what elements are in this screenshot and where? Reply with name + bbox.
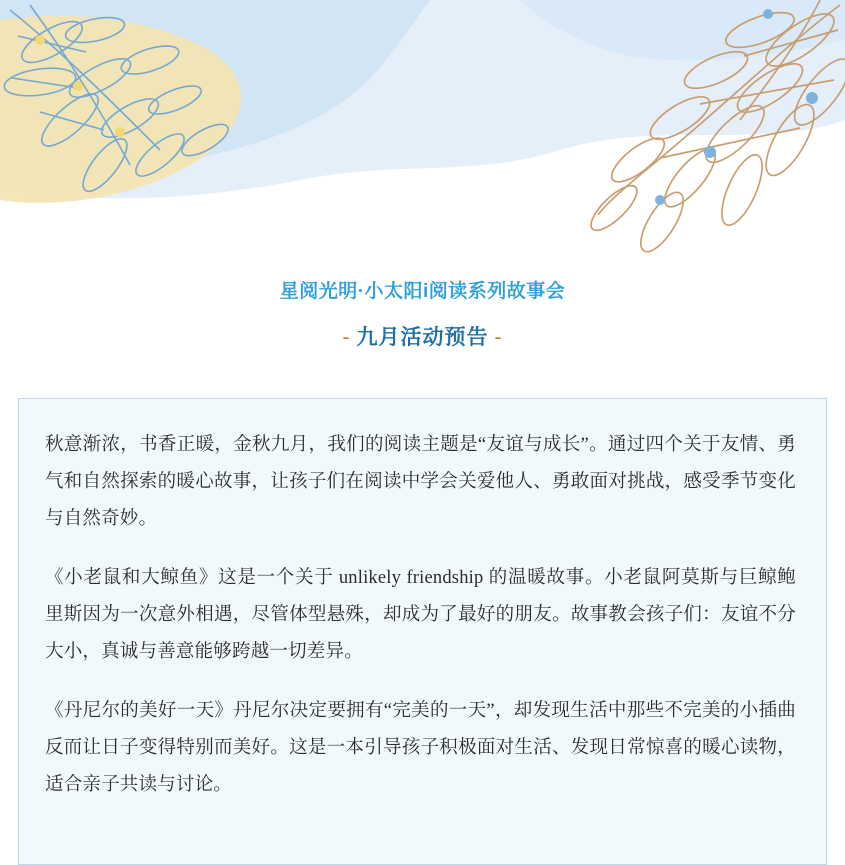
subtitle-dash-left: - bbox=[342, 325, 351, 349]
title-block bbox=[0, 278, 845, 351]
subtitle-dash-right: - bbox=[494, 325, 503, 349]
page-subtitle bbox=[0, 321, 845, 351]
paragraph-book-mouse-whale: 《小老鼠和大鲸鱼》这是一个关于 unlikely friendship 的温暖故事。小老鼠阿莫斯与巨鲸鲍里斯因为一次意外相遇，尽管体型悬殊，却成为了最好的朋友。故事教会孩子们：友谊不分大小，真诚与善意能够跨越一切差异。 bbox=[45, 568, 796, 662]
paragraph-intro: 秋意渐浓，书香正暖，金秋九月，我们的阅读主题是“友谊与成长”。通过四个关于友情、勇气和自然探索的暖心故事，让孩子们在阅读中学会关爱他人、勇敢面对挑战，感受季节变化与自然奇妙。 bbox=[45, 435, 796, 529]
content-panel bbox=[18, 398, 827, 865]
paragraph-book-daniel: 《丹尼尔的美好一天》丹尼尔决定要拥有“完美的一天”，却发现生活中那些不完美的小插曲反而让日子变得特别而美好。这是一本引导孩子积极面对生活、发现日常惊喜的暖心读物，适合亲子共读与讨论。 bbox=[45, 701, 796, 795]
decorative-leaves-banner bbox=[0, 0, 845, 262]
page-title: 星阅光明·小太阳i阅读系列故事会 bbox=[279, 281, 566, 302]
subtitle-text: 九月活动预告 bbox=[356, 325, 489, 349]
